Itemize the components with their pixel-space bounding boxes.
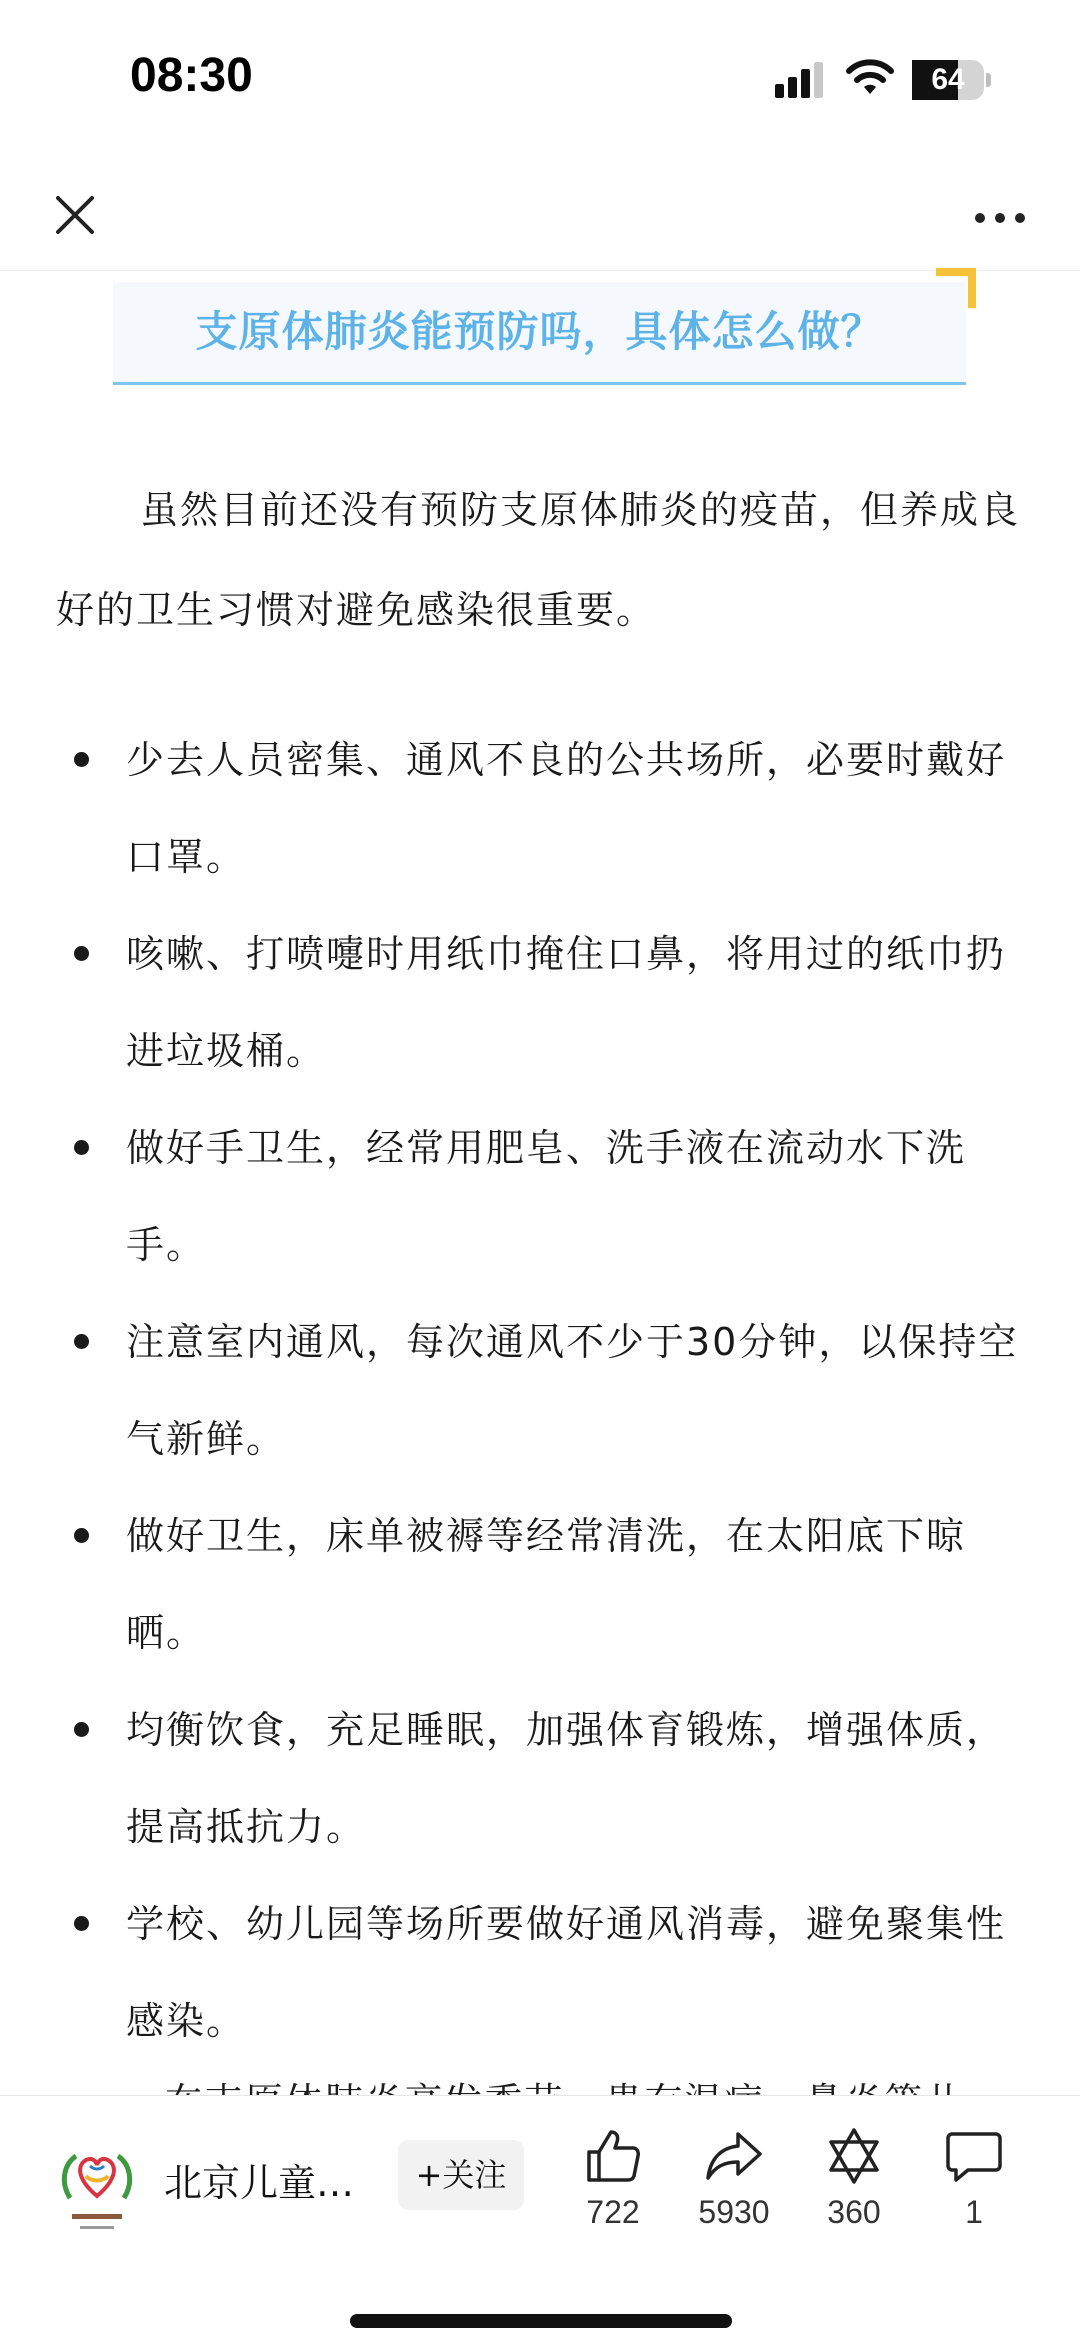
list-item	[56, 1682, 1026, 1876]
battery-level-text: 64	[931, 63, 965, 96]
list-item-text: 均衡饮食，充足睡眠，加强体育锻炼，增强体质，提高抵抗力。	[126, 1708, 1007, 1849]
section-title: 支原体肺炎能预防吗，具体怎么做？	[195, 307, 884, 356]
bullet-dot	[74, 1140, 89, 1155]
list-item	[56, 712, 1026, 906]
thumbs-up-icon	[583, 2126, 643, 2186]
more-options-icon[interactable]	[960, 180, 1040, 250]
intro-paragraph: 虽然目前还没有预防支原体肺炎的疫苗，但养成良好的卫生习惯对避免感染很重要。	[56, 488, 1021, 632]
share-arrow-icon	[704, 2126, 764, 2186]
list-item	[56, 1100, 1026, 1294]
collect-button[interactable]	[794, 2126, 914, 2231]
collect-count: 360	[827, 2194, 881, 2230]
bullet-dot	[74, 946, 89, 961]
author-name[interactable]: 北京儿童…	[164, 2161, 355, 2205]
bullet-dot	[74, 1334, 89, 1349]
list-item	[56, 1294, 1026, 1488]
home-indicator[interactable]	[350, 2314, 732, 2328]
author-avatar[interactable]	[56, 2136, 138, 2246]
status-time: 08:30	[130, 49, 253, 102]
like-count: 722	[586, 2194, 640, 2230]
battery-cap	[986, 73, 991, 87]
star-hexagram-icon	[824, 2126, 884, 2186]
list-item-text: 注意室内通风，每次通风不少于30分钟，以保持空气新鲜。	[126, 1320, 1019, 1461]
list-item-text: 做好手卫生，经常用肥皂、洗手液在流动水下洗手。	[126, 1126, 967, 1267]
close-icon[interactable]	[40, 180, 110, 250]
cellular-signal-icon	[775, 60, 831, 100]
like-button[interactable]	[553, 2126, 673, 2231]
list-item	[56, 1488, 1026, 1682]
list-item-text: 做好卫生，床单被褥等经常清洗，在太阳底下晾晒。	[126, 1514, 967, 1655]
bullet-dot	[74, 1916, 89, 1931]
bullet-dot	[74, 1722, 89, 1737]
comment-bubble-icon	[944, 2126, 1004, 2186]
list-item	[56, 1876, 1026, 2070]
wifi-icon	[845, 58, 895, 98]
battery-body	[912, 60, 984, 100]
comment-button[interactable]	[914, 2126, 1034, 2231]
partially-visible-line	[126, 2054, 1026, 2090]
share-count: 5930	[698, 2194, 770, 2230]
list-item-text: 咳嗽、打喷嚏时用纸巾掩住口鼻，将用过的纸巾扔进垃圾桶。	[126, 932, 1007, 1073]
comment-count: 1	[965, 2194, 983, 2230]
status-bar	[0, 0, 1080, 150]
bullet-dot	[74, 1528, 89, 1543]
share-button[interactable]	[674, 2126, 794, 2231]
battery-icon	[912, 60, 990, 100]
tips-list	[56, 712, 1026, 2070]
follow-button[interactable]: +关注	[398, 2140, 524, 2210]
bottom-action-bar	[0, 2095, 1080, 2342]
nav-bar	[0, 150, 1080, 271]
list-item	[56, 906, 1026, 1100]
bullet-dot	[74, 752, 89, 767]
section-title-box	[113, 282, 966, 385]
list-item-text: 学校、幼儿园等场所要做好通风消毒，避免聚集性感染。	[126, 1902, 1007, 2043]
list-item-text: 少去人员密集、通风不良的公共场所，必要时戴好口罩。	[126, 738, 1007, 879]
